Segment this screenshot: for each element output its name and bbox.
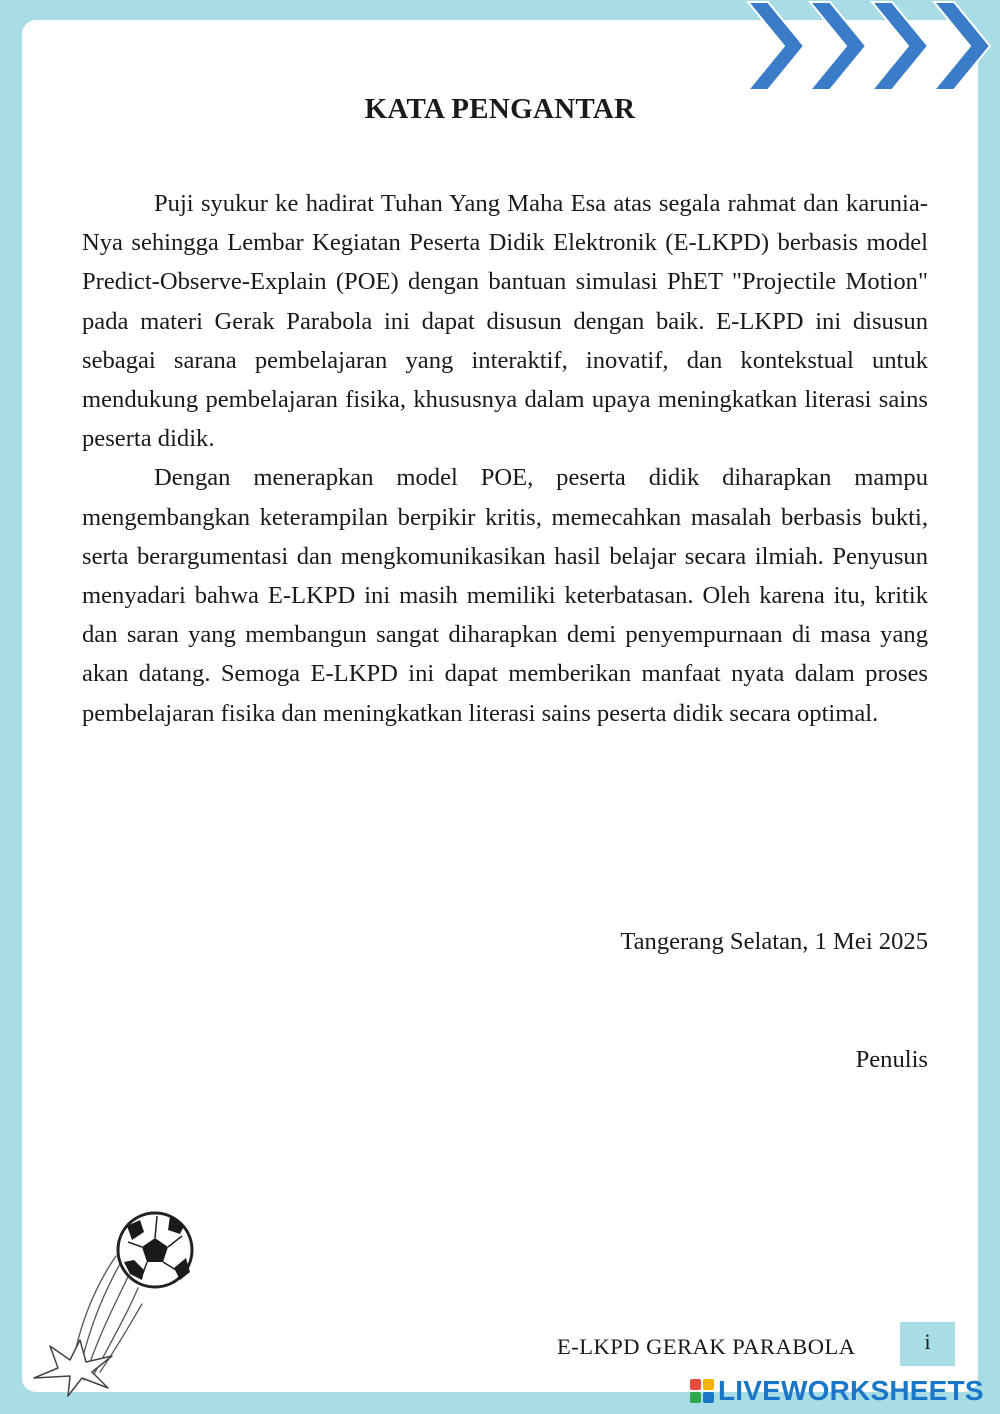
foreword-body — [82, 184, 928, 733]
author-signature: Penulis — [855, 1046, 928, 1073]
chevron-arrows-icon — [742, 0, 1000, 92]
paragraph-1: Puji syukur ke hadirat Tuhan Yang Maha Esa atas segala rahmat dan karunia-Nya sehingga Lembar Kegiatan Peserta Didik Elektronik (E-LKPD) berbasis model Predict-Observe-Explain (POE) dengan bantuan simulasi PhET "Projectile Motion" pada materi Gerak Parabola ini dapat disusun dengan baik. E-LKPD ini disusun sebagai sarana pembelajaran yang interaktif, inovatif, dan kontekstual untuk mendukung pembelajaran fisika, khususnya dalam upaya meningkatkan literasi sains peserta didik. — [82, 190, 928, 453]
page-number: i — [900, 1322, 955, 1366]
place-date: Tangerang Selatan, 1 Mei 2025 — [620, 928, 928, 955]
liveworksheets-brand[interactable] — [690, 1374, 984, 1408]
soccer-ball-icon — [20, 1200, 210, 1400]
brand-name: LIVEWORKSHEETS — [718, 1375, 984, 1406]
paragraph-2: Dengan menerapkan model POE, peserta didik diharapkan mampu mengembangkan keterampilan berpikir kritis, memecahkan masalah berbasis bukti, serta berargumentasi dan mengkomunikasikan hasil belajar secara ilmiah. Penyusun menyadari bahwa E-LKPD ini masih memiliki keterbatasan. Oleh karena itu, kritik dan saran yang membangun sangat diharapkan demi penyempurnaan di masa yang akan datang. Semoga E-LKPD ini dapat memberikan manfaat nyata dalam proses pembelajaran fisika dan meningkatkan literasi sains peserta didik secara optimal. — [82, 464, 928, 727]
footer-title: E-LKPD GERAK PARABOLA — [557, 1334, 856, 1359]
page-title: KATA PENGANTAR — [364, 93, 636, 125]
liveworksheets-logo-icon — [690, 1379, 714, 1403]
